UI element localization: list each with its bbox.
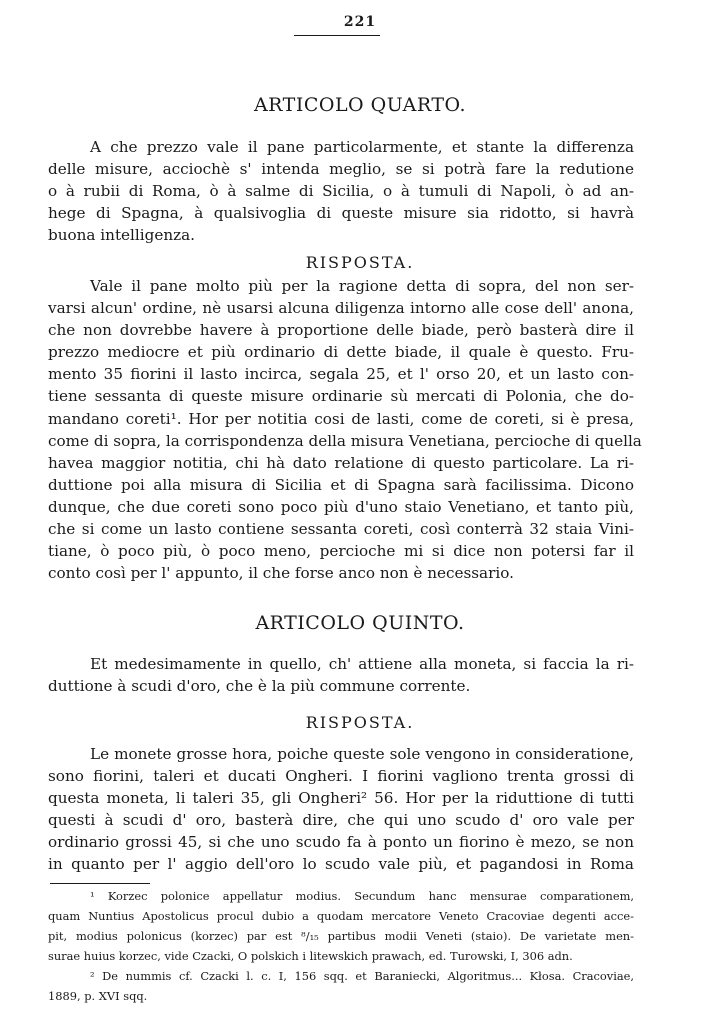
text-line: mento 35 fiorini il lasto incirca, segala 25, et l' orso 20, et un lasto con- <box>48 365 634 384</box>
article-5-answer-heading: RISPOSTA. <box>305 713 415 732</box>
text-line: tiane, ò poco più, ò poco meno, percioche mi si dice non potersi far il <box>48 542 634 561</box>
footnote-line: ² De nummis cf. Czacki l. c. I, 156 sqq. et Baraniecki, Algoritmus... Kłosa. Cracoviae, <box>90 969 634 983</box>
text-line: delle misure, acciochè s' intenda meglio, se si potrà fare la redutione <box>48 160 634 179</box>
text-line: come di sopra, la corrispondenza della misura Venetiana, percioche di quella <box>48 431 642 450</box>
article-4-answer <box>48 275 642 584</box>
article-5-answer <box>48 743 634 876</box>
text-line: questi à scudi d' oro, basterà dire, che qui uno scudo d' oro vale per <box>48 811 634 830</box>
text-line: buona intelligenza. <box>48 226 195 245</box>
article-4-answer-heading: RISPOSTA. <box>305 253 415 272</box>
page-number: 221 <box>343 14 377 30</box>
text-line: havea maggior notitia, chi hà dato relatione di questo particolare. La ri- <box>48 453 634 472</box>
text-line: Le monete grosse hora, poiche queste sole vengono in consideratione, <box>90 745 634 763</box>
text-line: dunque, che due coreti sono poco più d'uno staio Venetiano, et tanto più, <box>48 497 634 516</box>
text-line: ordinario grossi 45, si che uno scudo fa à ponto un fiorino è mezo, se non <box>48 833 634 852</box>
text-line: hege di Spagna, à qualsivoglia di queste misure sia ridotto, si havrà <box>48 204 634 223</box>
footnote-line: surae huius korzec, vide Czacki, O polskich i litewskich prawach, ed. Turowski, I, 306 adn. <box>48 949 573 963</box>
text-line: o à rubii di Roma, ò à salme di Sicilia, o à tumuli di Napoli, ò ad an- <box>48 182 634 201</box>
text-line: conto così per l' appunto, il che forse anco non è necessario. <box>48 564 514 583</box>
text-line: che si come un lasto contiene sessanta coreti, così conterrà 32 staia Vini- <box>48 520 634 539</box>
footnotes <box>48 886 634 1006</box>
article-4-question <box>48 136 634 246</box>
footnote-line: ¹ Korzec polonice appellatur modius. Secundum hanc mensurae comparationem, <box>90 889 634 903</box>
footnote-line: pit, modius polonicus (korzec) par est ⁸/₁₅ partibus modii Veneti (staio). De varietate men- <box>48 929 634 943</box>
article-5-heading: ARTICOLO QUINTO. <box>255 612 465 634</box>
footnote-line: 1889, p. XVI sqq. <box>48 989 148 1003</box>
text-line: questa moneta, li taleri 35, gli Ongheri² 56. Hor per la riduttione di tutti <box>48 789 634 808</box>
text-line: tiene sessanta di queste misure ordinarie sù mercati di Polonia, che do- <box>48 387 634 406</box>
article-5-question <box>48 653 634 697</box>
text-line: prezzo mediocre et più ordinario di dette biade, il quale è questo. Fru- <box>48 343 634 362</box>
text-line: sono fiorini, taleri et ducati Ongheri. I fiorini vagliono trenta grossi di <box>48 767 634 786</box>
article-4-heading: ARTICOLO QUARTO. <box>253 94 467 116</box>
header-rule <box>294 35 380 36</box>
text-line: duttione poi alla misura di Sicilia et di Spagna sarà facilissima. Dicono <box>48 475 634 494</box>
footnote-rule <box>50 883 150 884</box>
text-line: Vale il pane molto più per la ragione detta di sopra, del non ser- <box>90 277 634 295</box>
footnote-line: quam Nuntius Apostolicus procul dubio a quodam mercatore Veneto Cracoviae degenti acce- <box>48 909 634 923</box>
text-line: che non dovrebbe havere à proportione delle biade, però basterà dire il <box>48 321 634 340</box>
text-line: duttione à scudi d'oro, che è la più commune corrente. <box>48 677 471 696</box>
text-line: A che prezzo vale il pane particolarmente, et stante la differenza <box>90 138 634 156</box>
text-line: Et medesimamente in quello, ch' attiene alla moneta, si faccia la ri- <box>90 655 634 673</box>
text-line: in quanto per l' aggio dell'oro lo scudo vale più, et pagandosi in Roma <box>48 855 634 874</box>
text-line: varsi alcun' ordine, nè usarsi alcuna diligenza intorno alle cose dell' anona, <box>48 299 634 318</box>
text-line: mandano coreti¹. Hor per notitia cosi de lasti, come de coreti, si è presa, <box>48 409 634 428</box>
